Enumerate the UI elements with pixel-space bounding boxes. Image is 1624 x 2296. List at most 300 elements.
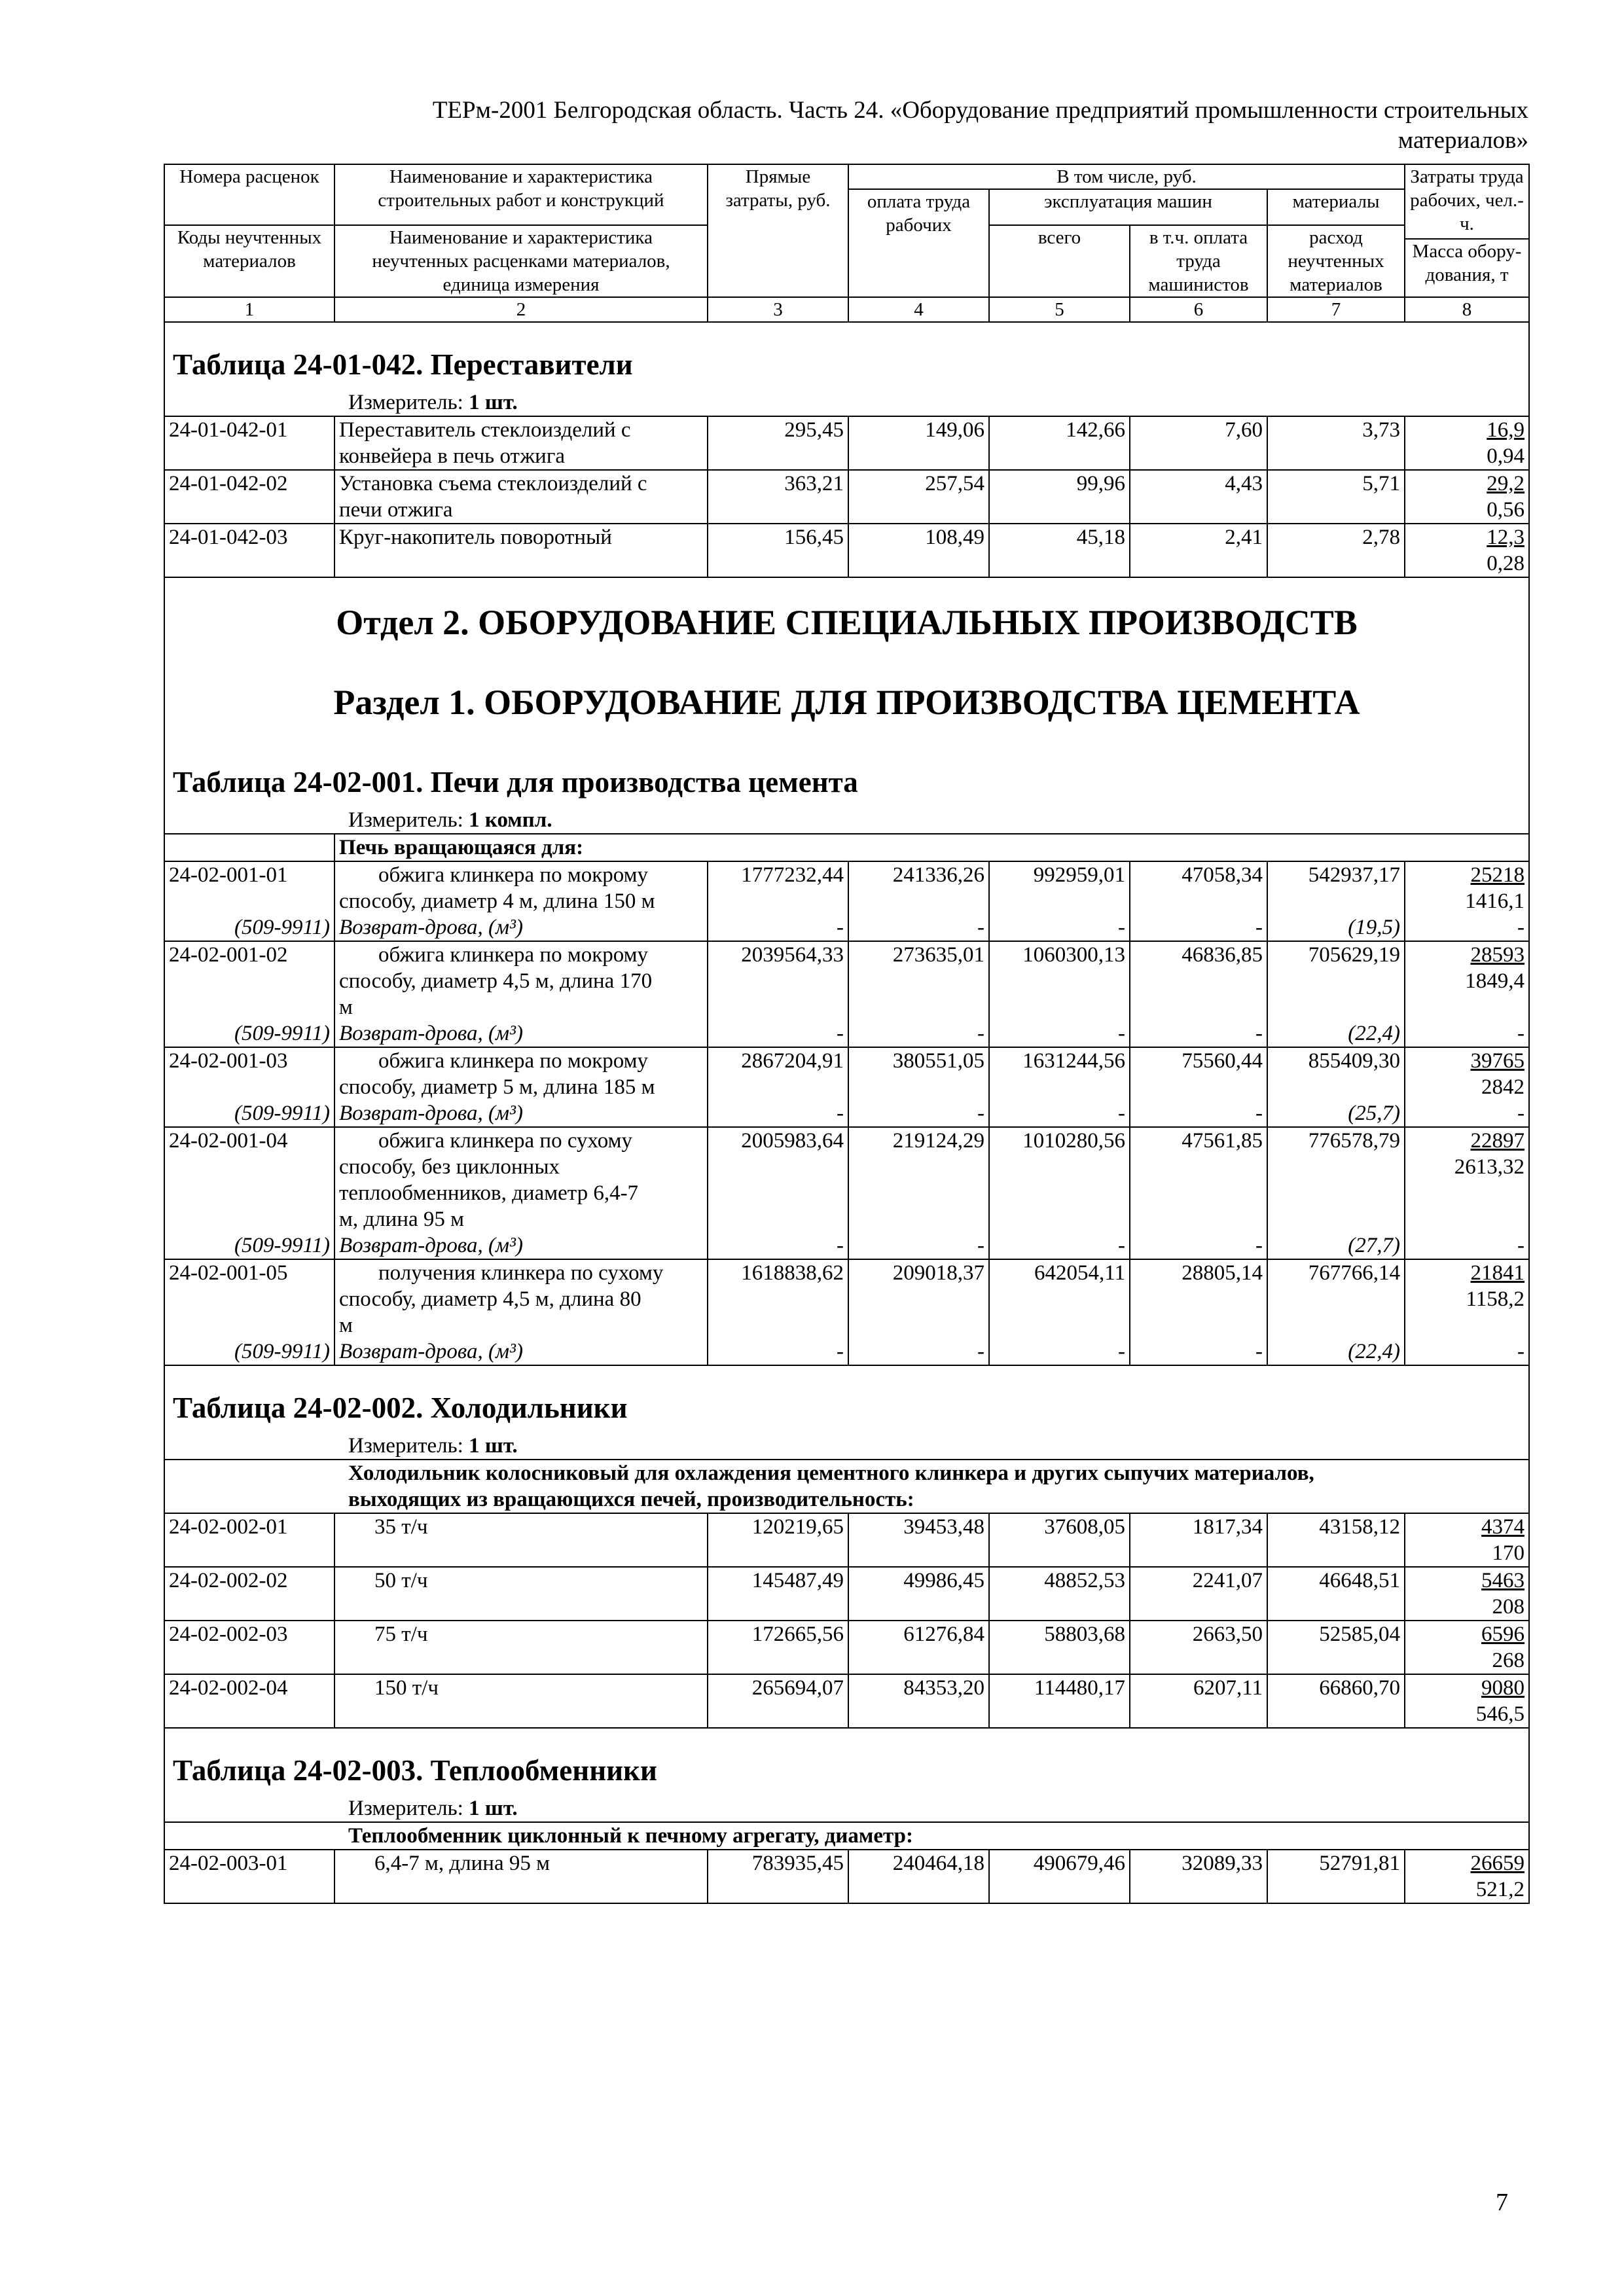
value-c7 xyxy=(1267,1674,1405,1728)
col-head-worker-pay: оплата труда рабочих xyxy=(848,189,989,297)
work-name-line: способу, диаметр 5 м, длина 185 м xyxy=(339,1075,655,1099)
work-name xyxy=(334,861,708,914)
rate-code: 24-01-042-01 xyxy=(164,416,334,470)
mass-value: 1849,4 xyxy=(1465,969,1525,993)
material-dash: - xyxy=(848,1232,989,1259)
mass-value: 268 xyxy=(1492,1649,1525,1672)
work-name-line: обжига клинкера по сухому xyxy=(378,1129,633,1153)
rate-code: 24-02-001-04 xyxy=(164,1127,334,1232)
measure-row xyxy=(164,807,1529,834)
table-title: Таблица 24-01-042. Переставители xyxy=(164,322,1529,389)
group-code-cell xyxy=(164,834,334,861)
table-row xyxy=(164,524,1529,577)
value-c3 xyxy=(708,524,848,577)
value-c5 xyxy=(989,861,1130,914)
material-dash: - xyxy=(1405,1020,1529,1047)
rate-code: 24-02-001-01 xyxy=(164,861,334,914)
table-header-row xyxy=(164,164,1529,189)
value-c6: 32089,33 xyxy=(1182,1852,1263,1875)
table-row xyxy=(164,1047,1529,1100)
value-c7: 43158,12 xyxy=(1319,1515,1400,1539)
estimate-table-body xyxy=(164,164,1529,1903)
table-title-row xyxy=(164,1365,1529,1433)
work-name xyxy=(334,1259,708,1338)
rate-code: 24-02-002-02 xyxy=(164,1567,334,1621)
mass-value: 170 xyxy=(1492,1541,1525,1565)
value-c3: 2039564,33 xyxy=(741,943,844,967)
group-row xyxy=(164,834,1529,861)
value-c6 xyxy=(1130,941,1267,1020)
labor-value: 5463 xyxy=(1481,1569,1525,1592)
rate-code: 24-01-042-03 xyxy=(164,524,334,577)
column-number: 2 xyxy=(334,297,708,322)
labor-mass-cell xyxy=(1405,1850,1529,1903)
value-c5 xyxy=(989,416,1130,470)
value-c6: 46836,85 xyxy=(1182,943,1263,967)
labor-value: 4374 xyxy=(1481,1515,1525,1539)
labor-value: 12,3 xyxy=(1487,526,1525,549)
value-c3 xyxy=(708,861,848,914)
value-c6 xyxy=(1130,1674,1267,1728)
mass-value: 0,94 xyxy=(1487,444,1525,468)
group-row xyxy=(164,1460,1529,1513)
value-c5 xyxy=(989,524,1130,577)
material-dash: - xyxy=(989,1232,1130,1259)
work-name xyxy=(334,941,708,1020)
group-title xyxy=(164,1822,1529,1850)
group-row xyxy=(164,1822,1529,1850)
measure-unit xyxy=(164,807,1529,834)
value-c6: 7,60 xyxy=(1225,418,1263,442)
running-header xyxy=(164,96,1528,156)
measure-row xyxy=(164,389,1529,416)
department-title: Отдел 2. ОБОРУДОВАНИЕ СПЕЦИАЛЬНЫХ ПРОИЗВОДСТВ xyxy=(164,577,1529,663)
value-c3: 156,45 xyxy=(784,526,844,549)
value-c7: 5,71 xyxy=(1362,472,1400,495)
value-c6 xyxy=(1130,1047,1267,1100)
labor-mass-cell xyxy=(1405,1567,1529,1621)
value-c3 xyxy=(708,1259,848,1338)
measure-label: Измеритель: xyxy=(348,808,463,832)
value-c3 xyxy=(708,1850,848,1903)
mass-value: 0,56 xyxy=(1487,498,1525,522)
table-row xyxy=(164,941,1529,1020)
value-c5: 142,66 xyxy=(1066,418,1125,442)
value-c4 xyxy=(848,416,989,470)
col-head-work-name: Наименование и характеристика строительных работ и конструкций xyxy=(334,164,708,225)
value-c4: 240464,18 xyxy=(892,1852,984,1875)
value-c5: 1010280,56 xyxy=(1022,1129,1125,1153)
work-name-line: обжига клинкера по мокрому xyxy=(378,943,649,967)
value-c6: 47058,34 xyxy=(1182,863,1263,887)
rate-code: 24-02-001-02 xyxy=(164,941,334,1020)
material-name: Возврат-дрова, (м³) xyxy=(334,1020,708,1047)
value-c4 xyxy=(848,861,989,914)
section-row xyxy=(164,663,1529,740)
material-dash: - xyxy=(708,914,848,941)
value-c7 xyxy=(1267,1259,1405,1338)
col-head-rates: Номера расценок xyxy=(164,164,334,225)
material-code: (509-9911) xyxy=(164,1100,334,1127)
value-c6 xyxy=(1130,1621,1267,1674)
running-header-line1: ТЕРм-2001 Белгородская область. Часть 24. «Оборудование предприятий промышленности строительных xyxy=(432,97,1528,124)
material-dash: - xyxy=(848,1100,989,1127)
column-number: 8 xyxy=(1405,297,1529,322)
material-name: Возврат-дрова, (м³) xyxy=(334,1232,708,1259)
work-name-line: м xyxy=(339,996,353,1019)
value-c4 xyxy=(848,470,989,524)
material-dash: - xyxy=(708,1338,848,1365)
labor-value: 16,9 xyxy=(1487,418,1525,442)
work-name-line: способу, диаметр 4,5 м, длина 80 xyxy=(339,1287,641,1311)
value-c4: 209018,37 xyxy=(892,1261,984,1285)
value-c4 xyxy=(848,524,989,577)
labor-value: 39765 xyxy=(1470,1049,1525,1073)
value-c3: 295,45 xyxy=(784,418,844,442)
value-c7: 542937,17 xyxy=(1308,863,1400,887)
mass-value: 0,28 xyxy=(1487,552,1525,575)
value-c6: 6207,11 xyxy=(1193,1676,1263,1700)
work-name-line: Установка съема стеклоизделий с xyxy=(339,472,647,495)
material-code: (509-9911) xyxy=(164,1020,334,1047)
group-title xyxy=(164,1460,1529,1513)
mass-value: 208 xyxy=(1492,1595,1525,1619)
estimate-table xyxy=(164,164,1530,1904)
material-dash: - xyxy=(1405,914,1529,941)
value-c4 xyxy=(848,1674,989,1728)
value-c4: 257,54 xyxy=(925,472,984,495)
value-c6 xyxy=(1130,1567,1267,1621)
value-c3: 1618838,62 xyxy=(741,1261,844,1285)
value-c4: 61276,84 xyxy=(903,1623,984,1646)
value-c3: 265694,07 xyxy=(751,1676,844,1700)
value-c7: 705629,19 xyxy=(1308,943,1400,967)
column-number: 5 xyxy=(989,297,1130,322)
value-c5 xyxy=(989,941,1130,1020)
table-title-row xyxy=(164,322,1529,389)
col-head-materials: материалы xyxy=(1267,189,1405,225)
measure-label: Измеритель: xyxy=(348,391,463,414)
material-code: (509-9911) xyxy=(164,1338,334,1365)
labor-mass-cell xyxy=(1405,861,1529,914)
value-c4: 241336,26 xyxy=(892,863,984,887)
work-name-line: теплообменников, диаметр 6,4-7 xyxy=(339,1181,639,1205)
column-number: 3 xyxy=(708,297,848,322)
material-dash: - xyxy=(848,914,989,941)
material-qty: (19,5) xyxy=(1267,914,1405,941)
measure-value: 1 компл. xyxy=(469,808,552,832)
value-c4 xyxy=(848,1047,989,1100)
col-head-mat-name: Наименование и характеристика неучтенных расценками материалов, единица измерения xyxy=(334,225,708,297)
table-row xyxy=(164,470,1529,524)
value-c6 xyxy=(1130,861,1267,914)
table-row xyxy=(164,1674,1529,1728)
value-c5 xyxy=(989,1047,1130,1100)
value-c6: 2,41 xyxy=(1225,526,1263,549)
value-c5: 1060300,13 xyxy=(1022,943,1125,967)
table-row xyxy=(164,416,1529,470)
material-code: (509-9911) xyxy=(164,1232,334,1259)
material-name: Возврат-дрова, (м³) xyxy=(334,1338,708,1365)
rate-code: 24-02-001-03 xyxy=(164,1047,334,1100)
labor-mass-cell xyxy=(1405,1621,1529,1674)
value-c3 xyxy=(708,1567,848,1621)
col-head-machines: эксплуатация машин xyxy=(989,189,1267,225)
table-row xyxy=(164,1850,1529,1903)
value-c7: 46648,51 xyxy=(1319,1569,1400,1592)
material-row xyxy=(164,1232,1529,1259)
mass-value: 2613,32 xyxy=(1454,1155,1525,1179)
value-c6: 2241,07 xyxy=(1192,1569,1263,1592)
material-dash: - xyxy=(1130,1338,1267,1365)
rate-code: 24-02-002-01 xyxy=(164,1513,334,1567)
value-c3: 2005983,64 xyxy=(741,1129,844,1153)
work-name: 35 т/ч xyxy=(334,1513,708,1567)
value-c4: 84353,20 xyxy=(903,1676,984,1700)
value-c7 xyxy=(1267,861,1405,914)
table-row xyxy=(164,861,1529,914)
work-name-line: конвейера в печь отжига xyxy=(339,444,566,468)
value-c4: 49986,45 xyxy=(903,1569,984,1592)
value-c5: 490679,46 xyxy=(1033,1852,1125,1875)
material-dash: - xyxy=(1130,1100,1267,1127)
value-c5 xyxy=(989,1127,1130,1232)
material-name: Возврат-дрова, (м³) xyxy=(334,914,708,941)
labor-value: 6596 xyxy=(1481,1623,1525,1646)
rate-code: 24-02-001-05 xyxy=(164,1259,334,1338)
col-head-mat-codes: Коды неучтенных материалов xyxy=(164,225,334,297)
labor-mass-cell xyxy=(1405,470,1529,524)
material-dash: - xyxy=(989,1338,1130,1365)
value-c5 xyxy=(989,1850,1130,1903)
labor-mass-cell xyxy=(1405,1047,1529,1100)
value-c3: 363,21 xyxy=(784,472,844,495)
work-name-line: Круг-накопитель поворотный xyxy=(339,526,612,549)
table-title-row xyxy=(164,1728,1529,1795)
value-c6 xyxy=(1130,1513,1267,1567)
labor-mass-cell xyxy=(1405,1259,1529,1338)
col-head-mass: Масса обору-дования, т xyxy=(1405,239,1529,297)
material-code: (509-9911) xyxy=(164,914,334,941)
col-head-direct-costs: Прямые затраты, руб. xyxy=(708,164,848,297)
work-name: 6,4-7 м, длина 95 м xyxy=(334,1850,708,1903)
col-head-machines-total: всего xyxy=(989,225,1130,297)
work-name-line: м xyxy=(339,1314,353,1337)
material-dash: - xyxy=(708,1020,848,1047)
value-c5: 642054,11 xyxy=(1034,1261,1125,1285)
work-name-line: печи отжига xyxy=(339,498,453,522)
material-name: Возврат-дрова, (м³) xyxy=(334,1100,708,1127)
value-c3 xyxy=(708,941,848,1020)
value-c3 xyxy=(708,470,848,524)
mass-value: 1416,1 xyxy=(1465,889,1525,913)
value-c3: 783935,45 xyxy=(751,1852,844,1875)
value-c7: 776578,79 xyxy=(1308,1129,1400,1153)
measure-row xyxy=(164,1433,1529,1460)
value-c7: 3,73 xyxy=(1362,418,1400,442)
mass-value: 521,2 xyxy=(1475,1878,1525,1901)
group-title-line: Холодильник колосниковый для охлаждения цементного клинкера и других сыпучих материалов, xyxy=(348,1462,1314,1485)
value-c7 xyxy=(1267,941,1405,1020)
value-c4: 39453,48 xyxy=(903,1515,984,1539)
measure-unit xyxy=(164,389,1529,416)
work-name-line: способу, диаметр 4,5 м, длина 170 xyxy=(339,969,653,993)
column-number: 1 xyxy=(164,297,334,322)
material-qty: (22,4) xyxy=(1267,1020,1405,1047)
value-c5 xyxy=(989,1567,1130,1621)
department-row xyxy=(164,577,1529,663)
value-c4: 273635,01 xyxy=(892,943,984,967)
work-name-line: способу, диаметр 4 м, длина 150 м xyxy=(339,889,655,913)
labor-mass-cell xyxy=(1405,416,1529,470)
value-c6: 75560,44 xyxy=(1182,1049,1263,1073)
value-c7: 2,78 xyxy=(1362,526,1400,549)
material-qty: (22,4) xyxy=(1267,1338,1405,1365)
value-c4: 380551,05 xyxy=(892,1049,984,1073)
table-row xyxy=(164,1567,1529,1621)
material-dash: - xyxy=(989,914,1130,941)
work-name: 75 т/ч xyxy=(334,1621,708,1674)
table-title: Таблица 24-02-002. Холодильники xyxy=(164,1365,1529,1433)
page-number: 7 xyxy=(1496,2189,1508,2216)
measure-value: 1 шт. xyxy=(469,1434,518,1458)
value-c3 xyxy=(708,1621,848,1674)
labor-mass-cell xyxy=(1405,1127,1529,1232)
value-c7: 52585,04 xyxy=(1319,1623,1400,1646)
value-c7 xyxy=(1267,1127,1405,1232)
value-c7 xyxy=(1267,524,1405,577)
value-c4 xyxy=(848,1850,989,1903)
rate-code: 24-01-042-02 xyxy=(164,470,334,524)
value-c5: 45,18 xyxy=(1076,526,1125,549)
column-number: 6 xyxy=(1130,297,1267,322)
value-c5 xyxy=(989,1259,1130,1338)
value-c7: 855409,30 xyxy=(1308,1049,1400,1073)
value-c5: 114480,17 xyxy=(1034,1676,1125,1700)
value-c3: 145487,49 xyxy=(751,1569,844,1592)
labor-value: 21841 xyxy=(1470,1261,1525,1285)
value-c4 xyxy=(848,941,989,1020)
labor-value: 22897 xyxy=(1470,1129,1525,1153)
value-c6 xyxy=(1130,1259,1267,1338)
labor-mass-cell xyxy=(1405,1513,1529,1567)
group-title-line: выходящих из вращающихся печей, производительность: xyxy=(348,1488,914,1511)
value-c7: 66860,70 xyxy=(1319,1676,1400,1700)
labor-value: 26659 xyxy=(1470,1852,1525,1875)
material-dash: - xyxy=(708,1232,848,1259)
labor-mass-cell xyxy=(1405,941,1529,1020)
value-c5: 99,96 xyxy=(1076,472,1125,495)
work-name xyxy=(334,524,708,577)
value-c3 xyxy=(708,1127,848,1232)
value-c6: 47561,85 xyxy=(1182,1129,1263,1153)
value-c6 xyxy=(1130,416,1267,470)
value-c7 xyxy=(1267,1513,1405,1567)
column-numbers-row xyxy=(164,297,1529,322)
measure-unit xyxy=(164,1433,1529,1460)
material-qty: (27,7) xyxy=(1267,1232,1405,1259)
work-name xyxy=(334,1047,708,1100)
value-c3 xyxy=(708,1047,848,1100)
material-row xyxy=(164,1100,1529,1127)
measure-label: Измеритель: xyxy=(348,1797,463,1820)
value-c6 xyxy=(1130,470,1267,524)
value-c7 xyxy=(1267,1621,1405,1674)
material-dash: - xyxy=(1405,1232,1529,1259)
work-name: 50 т/ч xyxy=(334,1567,708,1621)
value-c4 xyxy=(848,1259,989,1338)
col-head-operator-pay: в т.ч. оплата труда машинистов xyxy=(1130,225,1267,297)
value-c3 xyxy=(708,1674,848,1728)
measure-row xyxy=(164,1795,1529,1822)
material-row xyxy=(164,1338,1529,1365)
rate-code: 24-02-002-04 xyxy=(164,1674,334,1728)
table-row xyxy=(164,1621,1529,1674)
value-c5: 58803,68 xyxy=(1044,1623,1125,1646)
value-c7: 52791,81 xyxy=(1319,1852,1400,1875)
measure-label: Измеритель: xyxy=(348,1434,463,1458)
measure-value: 1 шт. xyxy=(469,1797,518,1820)
col-head-including: В том числе, руб. xyxy=(848,164,1405,189)
column-number: 7 xyxy=(1267,297,1405,322)
table-title: Таблица 24-02-003. Теплообменники xyxy=(164,1728,1529,1795)
value-c5 xyxy=(989,1621,1130,1674)
mass-value: 2842 xyxy=(1481,1075,1525,1099)
value-c4: 108,49 xyxy=(925,526,984,549)
material-dash: - xyxy=(1130,1020,1267,1047)
work-name: 150 т/ч xyxy=(334,1674,708,1728)
measure-value: 1 шт. xyxy=(469,391,518,414)
value-c6 xyxy=(1130,524,1267,577)
labor-value: 28593 xyxy=(1470,943,1525,967)
labor-value: 9080 xyxy=(1481,1676,1525,1700)
work-name-line: получения клинкера по сухому xyxy=(378,1261,664,1285)
work-name-line: Переставитель стеклоизделий с xyxy=(339,418,631,442)
value-c6 xyxy=(1130,1850,1267,1903)
rate-code: 24-02-002-03 xyxy=(164,1621,334,1674)
material-dash: - xyxy=(1130,914,1267,941)
value-c5: 48852,53 xyxy=(1044,1569,1125,1592)
work-name-line: м, длина 95 м xyxy=(339,1208,464,1231)
rate-code: 24-02-003-01 xyxy=(164,1850,334,1903)
table-row xyxy=(164,1259,1529,1338)
value-c4 xyxy=(848,1621,989,1674)
material-row xyxy=(164,1020,1529,1047)
col-head-mat-consumption: расход неучтенных материалов xyxy=(1267,225,1405,297)
value-c5 xyxy=(989,470,1130,524)
value-c5 xyxy=(989,1513,1130,1567)
value-c7 xyxy=(1267,470,1405,524)
value-c5: 37608,05 xyxy=(1044,1515,1125,1539)
value-c3: 172665,56 xyxy=(751,1623,844,1646)
table-row xyxy=(164,1513,1529,1567)
value-c6: 28805,14 xyxy=(1182,1261,1263,1285)
value-c5 xyxy=(989,1674,1130,1728)
value-c7 xyxy=(1267,1850,1405,1903)
value-c3: 2867204,91 xyxy=(741,1049,844,1073)
value-c7 xyxy=(1267,416,1405,470)
value-c3: 1777232,44 xyxy=(741,863,844,887)
work-name xyxy=(334,1127,708,1232)
work-name xyxy=(334,470,708,524)
labor-value: 29,2 xyxy=(1487,472,1525,495)
work-name xyxy=(334,416,708,470)
material-dash: - xyxy=(989,1020,1130,1047)
table-row xyxy=(164,1127,1529,1232)
material-dash: - xyxy=(848,1020,989,1047)
labor-mass-cell xyxy=(1405,524,1529,577)
work-name-line: обжига клинкера по мокрому xyxy=(378,1049,649,1073)
